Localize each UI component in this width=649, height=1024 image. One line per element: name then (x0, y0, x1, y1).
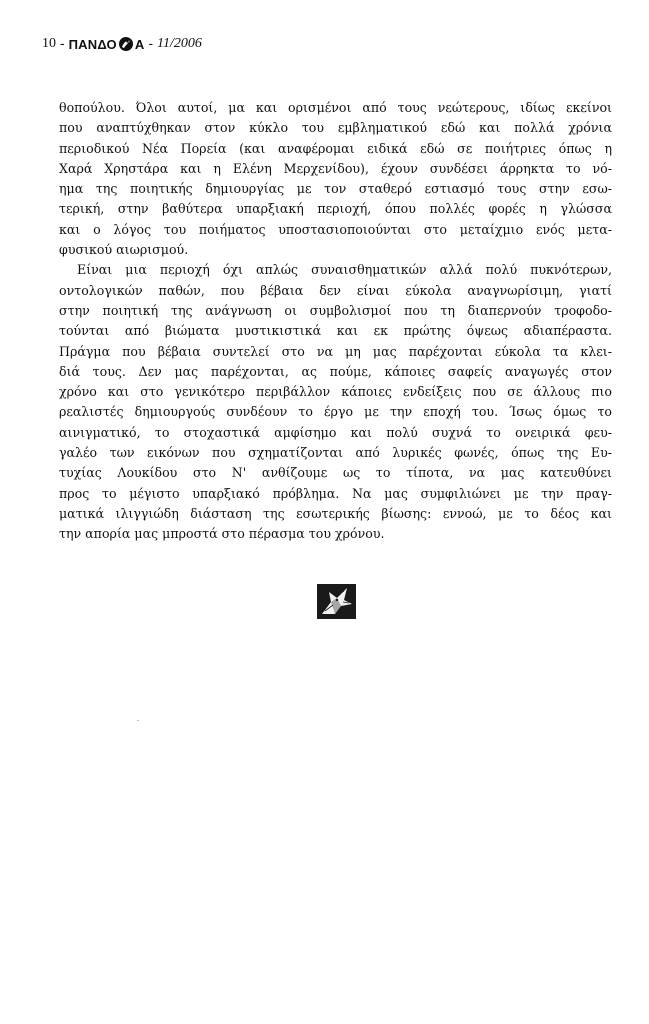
magazine-title-right: Α (134, 36, 145, 52)
text-line: Χαρά Χρηστάρα και η Ελένη Μερχενίδου), έχουν συνδέσει άρρηκτα το νό- (59, 160, 612, 176)
text-line: αινιγματικό, το στοχαστικά αμφίσημο και πολύ συχνά το ονειρικά φευ- (59, 424, 612, 440)
magazine-title-left: ΠΑΝΔΟ (68, 36, 117, 52)
text-line: οντολογικών παθών, που βέβαια δεν είναι εύκολα αναγνωρίσιμη, γιατί (59, 282, 612, 298)
text-line: περιοδικού Νέα Πορεία (και αναφέρομαι ειδικά εδώ σε ποιήτριες όπως η (59, 140, 612, 156)
text-line: στην ποιητική της ανάγνωση οι συμβολισμοί που τη διαπερνούν τροφοδο- (59, 302, 612, 318)
scan-speck (137, 720, 139, 721)
header-separator-2: - (148, 36, 153, 52)
butterfly-ornament-icon (317, 584, 356, 619)
text-line: θοπούλου. Όλοι αυτοί, μα και ορισμένοι από τους νεώτερους, ιδίως εκείνοι (59, 100, 612, 115)
text-line: ημα της ποιητικής δημιουργίας με τον σταθερό εστιασμό τους στην εσω- (59, 181, 612, 197)
text-line: Είναι μια περιοχή όχι απλώς συναισθηματικών αλλά πολύ πυκνότερων, (77, 262, 612, 278)
paragraph-1 (59, 98, 612, 260)
page-number: 10 (42, 36, 56, 51)
text-line: Πράγμα που βέβαια συντελεί στο να μη μας παρέχονται εύκολα τα κλει- (59, 343, 612, 359)
text-line: που αναπτύχθηκαν στον κύκλο του εμβληματικού εδώ και πολλά χρόνια (59, 120, 612, 136)
text-line: διά τους. Δεν μας παρέχονται, ας πούμε, κάποιες σαφείς αναγωγές στον (59, 363, 612, 379)
paragraph-2 (59, 260, 612, 544)
text-line: ματικά ιλιγγιώδη διάσταση της εσωτερικής βίωσης: εννοώ, με το δέος και (59, 505, 612, 521)
text-line: γαλέο των εικόνων που σχηματίζονται από λυρικές φωνές, όπως της Ευ- (59, 445, 612, 461)
text-line: την απορία μας μπροστά στο πέρασμα του χρόνου. (59, 526, 385, 542)
header-separator: - (60, 36, 65, 52)
text-line: χρόνο και στο γενικότερο περιβάλλον κάποιες ενδείξεις που σε άλλους πιο (59, 384, 612, 400)
running-header (42, 36, 202, 52)
article-body (59, 98, 612, 545)
text-line: προς το μέγιστο υπαρξιακό πρόβλημα. Να μας συμφιλιώνει με την πραγ- (59, 485, 612, 501)
text-line: ρεαλιστές δημιουργούς συνδέουν το έργο με την εποχή του. Ίσως όμως το (59, 404, 612, 420)
globe-emblem-icon (118, 36, 134, 52)
text-line: φυσικού αιωρισμού. (59, 242, 189, 258)
issue-date: 11/2006 (157, 36, 202, 51)
text-line: τερική, στην βαθύτερα υπαρξιακή περιοχή, όπου πολλές φορές η γλώσσα (59, 201, 612, 217)
text-line: και ο λόγος του ποιήματος υποστασιοποιούνται στο μεταίχμιο ενός μετα- (59, 221, 612, 237)
magazine-title (69, 36, 145, 52)
text-line: τούνται από βιώματα μυστικιστικά και εκ πρώτης όψεως αδιαπέραστα. (59, 323, 612, 339)
text-line: τυχίας Λουκίδου στο Ν' ανθίζουμε ως το τίποτα, να μας κατευθύνει (59, 465, 612, 481)
